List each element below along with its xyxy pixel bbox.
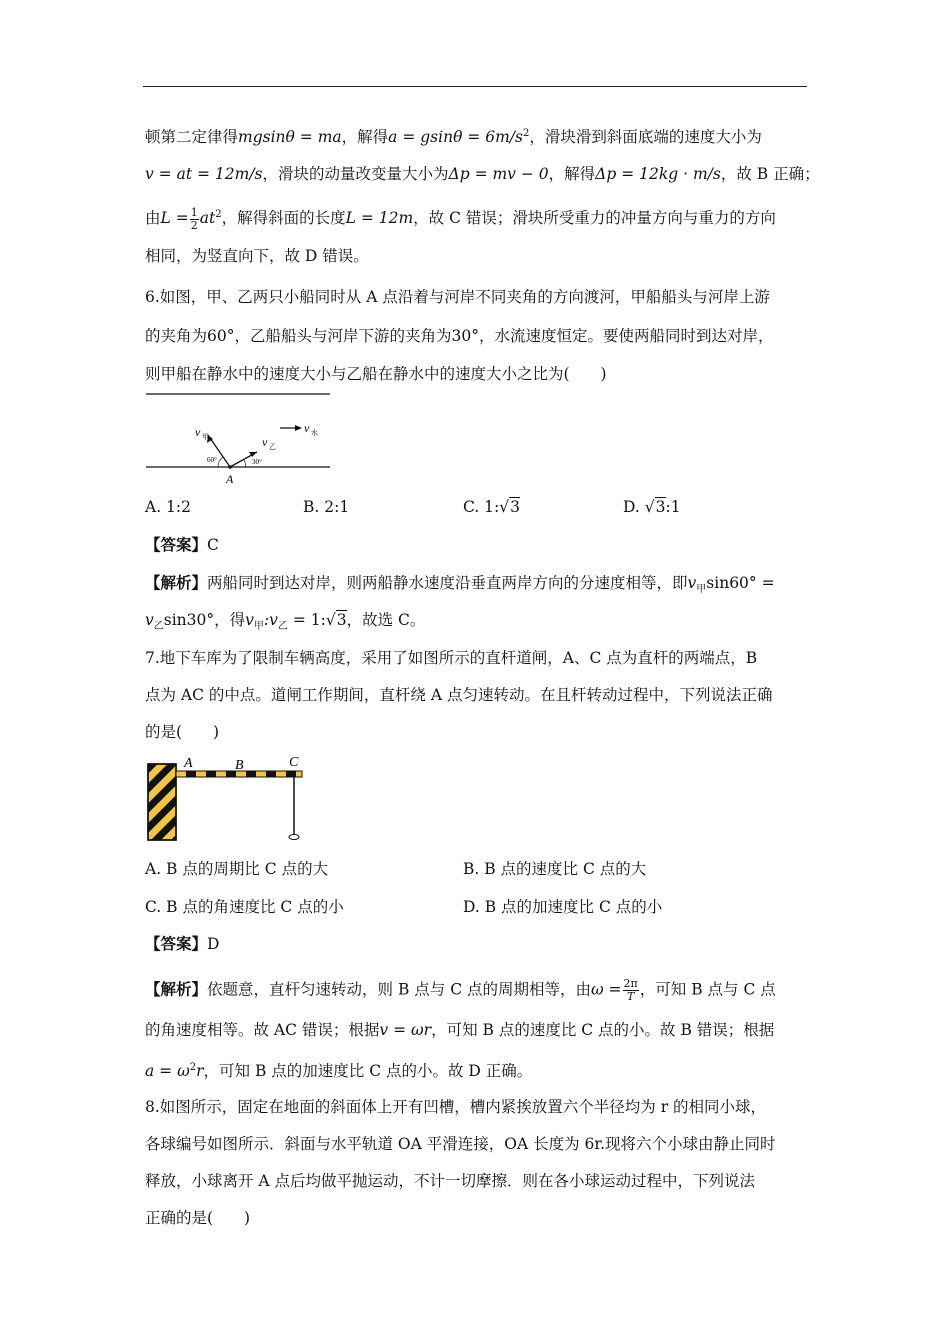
label-shui: 水 bbox=[311, 429, 318, 437]
q7-option-b[interactable]: B. B 点的速度比 C 点的大 bbox=[463, 860, 647, 878]
q8-stem-3: 释放，小球离开 A 点后均做平抛运动，不计一切摩擦．则在各小球运动过程中，下列说法 bbox=[145, 1172, 756, 1190]
q7-barrier-gate-diagram bbox=[140, 752, 320, 847]
prev-line-1: 顿第二定律得mgsinθ = ma，解得$a = gsin\theta = 6m/s^2$，滑块滑到斜面底端的速度大小为 bbox=[145, 128, 762, 147]
label-jia: 甲 bbox=[202, 433, 209, 441]
q7-analysis-2: 的角速度相等。故 AC 错误；根据v = ωr，可知 B 点的速度比 C 点的小。故 B 错误；根据 bbox=[145, 1021, 775, 1039]
gate-post bbox=[148, 764, 176, 840]
q6-stem-3: 则甲船在静水中的速度大小与乙船在静水中的速度大小之比为( ) bbox=[145, 365, 607, 383]
q7-stem-2: 点为 AC 的中点。道闸工作期间，直杆绕 A 点匀速转动。在且杆转动过程中，下列说法正确 bbox=[145, 686, 773, 704]
q8-stem-4: 正确的是( ) bbox=[145, 1209, 251, 1227]
q6-stem-2: 的夹角为60°，乙船船头与河岸下游的夹角为30°，水流速度恒定。要使两船同时到达对岸， bbox=[145, 327, 774, 345]
label-point-a: A bbox=[226, 472, 234, 486]
q7-option-a[interactable]: A. B 点的周期比 C 点的大 bbox=[145, 860, 329, 878]
label-a: A bbox=[184, 756, 193, 771]
prev-line-2: v = at = 12m/s，滑块的动量改变量大小为Δp = mv − 0，解得Δp = 12kg · m/s，故 B 正确； bbox=[145, 165, 820, 183]
prev-line-4: 相同，为竖直向下，故 D 错误。 bbox=[145, 247, 369, 265]
q6-analysis-2: $v_乙\sin 30^\circ$，得$v_甲:v_乙$ = 1:√3，故选 C。 bbox=[145, 611, 426, 633]
q6-answer: 【答案】C bbox=[145, 535, 219, 554]
q7-option-d[interactable]: D. B 点的加速度比 C 点的小 bbox=[463, 898, 663, 916]
q6-option-b[interactable]: B. 2:1 bbox=[303, 498, 350, 516]
q8-stem-2: 各球编号如图所示．斜面与水平轨道 OA 平滑连接，OA 长度为 6r.现将六个小球由静止同时 bbox=[145, 1135, 776, 1153]
q7-answer: 【答案】D bbox=[145, 934, 220, 953]
q6-stem-1: 6.如图，甲、乙两只小船同时从 A 点沿着与河岸不同夹角的方向渡河，甲船船头与河岸上游 bbox=[145, 288, 770, 306]
q6-analysis-1: 【解析】两船同时到达对岸，则两船静水速度沿垂直两岸方向的分速度相等，即$v_甲\sin 60^\circ$ = bbox=[145, 573, 775, 596]
label-angle-30: 30° bbox=[252, 458, 262, 466]
q6-river-diagram bbox=[140, 390, 340, 490]
q7-option-c[interactable]: C. B 点的角速度比 C 点的小 bbox=[145, 898, 344, 916]
label-c: C bbox=[289, 755, 299, 770]
label-b: B bbox=[235, 758, 244, 773]
q6-option-d[interactable]: D. √3:1 bbox=[623, 498, 681, 516]
fraction: $\frac{2\pi}{T}$ bbox=[623, 977, 638, 1003]
q7-stem-3: 的是( ) bbox=[145, 723, 220, 741]
label-v-yi: v bbox=[262, 435, 268, 449]
q6-option-c[interactable]: C. 1:√3 bbox=[463, 498, 521, 516]
q7-analysis-1: 【解析】依题意，直杆匀速转动，则 B 点与 C 点的周期相等，由ω = $\frac{2\pi}{T}$ ，可知 B 点与 C 点 bbox=[145, 977, 776, 1003]
q7-stem-1: 7.地下车库为了限制车辆高度，采用了如图所示的直杆道闸，A、C 点为直杆的两端点，B bbox=[145, 649, 758, 667]
q7-analysis-3: $a = \omega^2r$，可知 B 点的加速度比 C 点的小。故 D 正确。 bbox=[145, 1062, 533, 1081]
label-v-shui: v bbox=[304, 421, 310, 435]
prev-line-3: 由L = $\frac{1}{2}$ $at^2$，解得斜面的长度L = 12m，故 C 错误；滑块所受重力的冲量方向与重力的方向 bbox=[145, 205, 776, 232]
q6-option-a[interactable]: A. 1:2 bbox=[145, 498, 191, 516]
q8-stem-1: 8.如图所示，固定在地面的斜面体上开有凹槽，槽内紧挨放置六个半径均为 r 的相同小球， bbox=[145, 1098, 767, 1116]
label-angle-60: 60° bbox=[207, 456, 217, 464]
label-v-jia: v bbox=[195, 425, 201, 439]
header-rule bbox=[143, 86, 807, 87]
fraction: $\frac{1}{2}$ bbox=[190, 205, 198, 232]
label-yi: 乙 bbox=[269, 443, 276, 451]
